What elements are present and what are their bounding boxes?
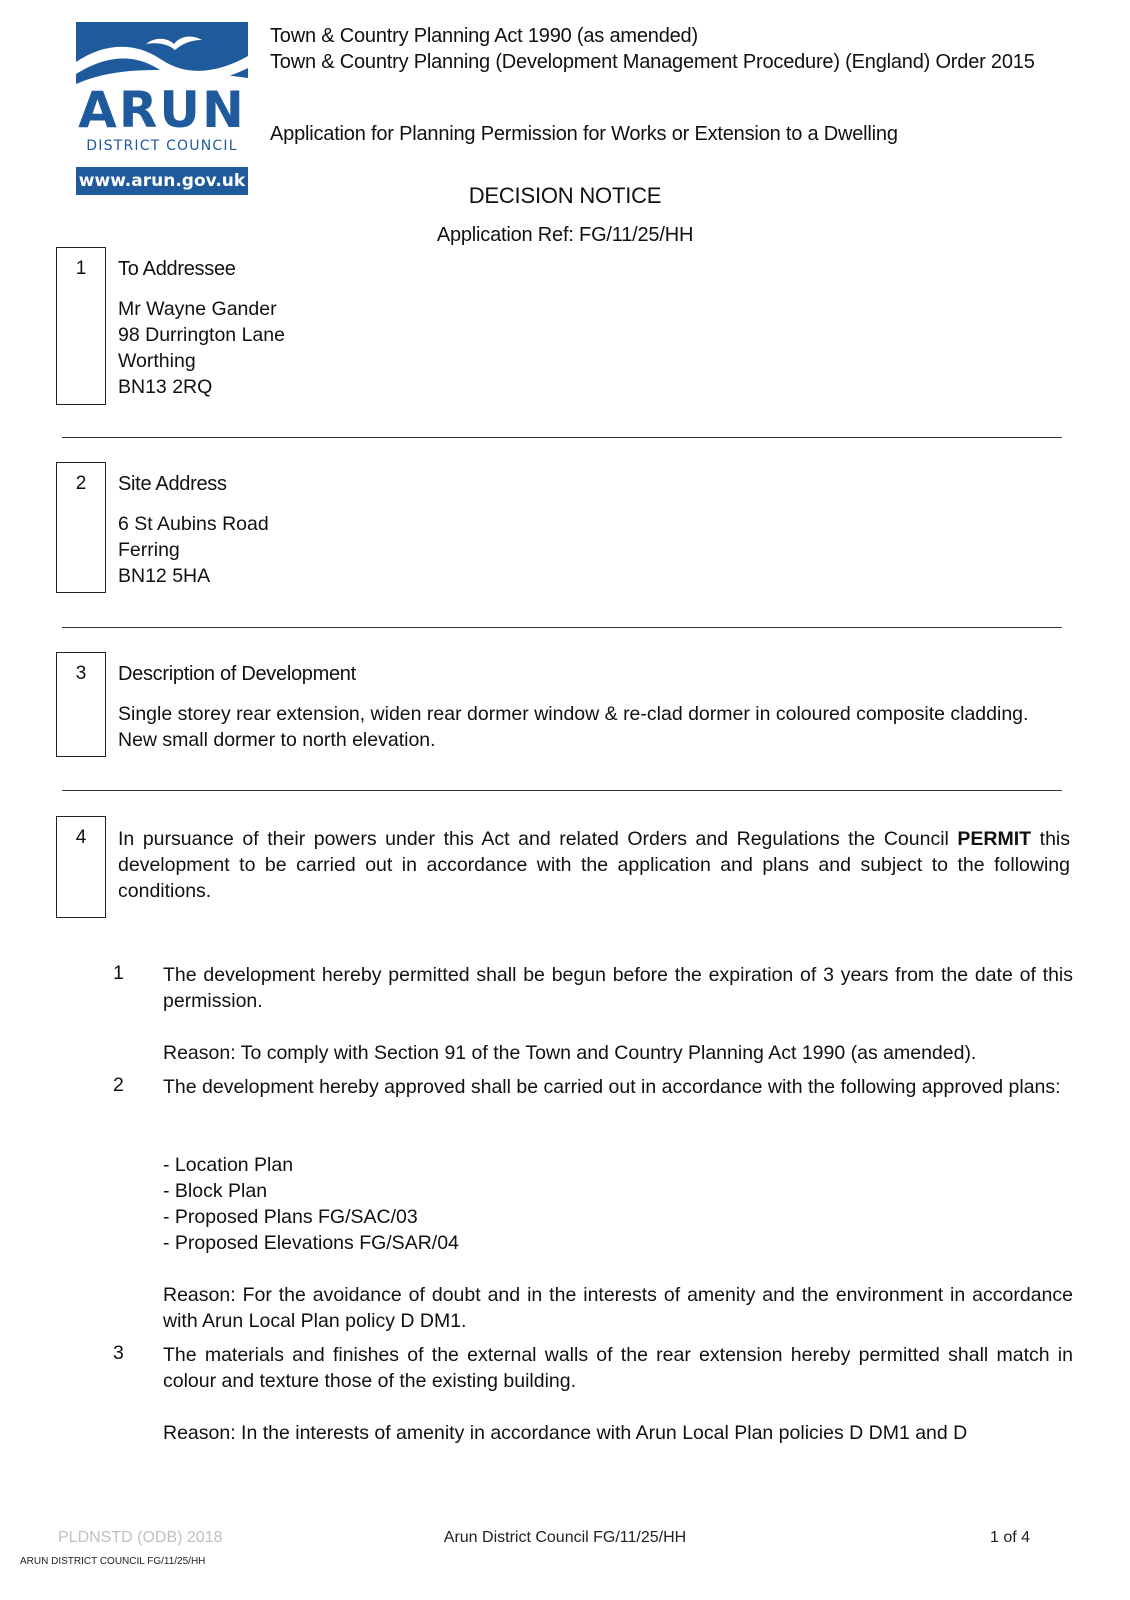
divider [62,627,1062,628]
address-line: 6 St Aubins Road [118,513,269,535]
address-line: Mr Wayne Gander [118,298,277,320]
notice-title: DECISION NOTICE [468,183,662,208]
address-line: Ferring [118,539,180,561]
address-line: BN12 5HA [118,565,211,587]
condition-number: 1 [113,962,124,984]
decision-text-start: In pursuance of their powers under this Act and related Orders and Regulations the Council [118,828,958,850]
plan-item: - Location Plan [163,1154,294,1176]
act-title-line2: Town & Country Planning (Development Management Procedure) (England) Order 2015 [270,51,1035,73]
section-number-box [56,462,106,593]
decision-word: PERMIT [957,828,1032,850]
section-number: 2 [75,473,87,494]
divider [62,790,1062,791]
plan-item: - Proposed Plans FG/SAC/03 [163,1206,418,1228]
logo-url: www.arun.gov.uk [76,167,248,195]
condition-text: The materials and finishes of the external walls of the rear extension hereby permitted shall match in colour and texture those of the existing building. [163,1344,1073,1392]
application-ref: Application Ref: FG/11/25/HH [436,224,694,246]
condition-text: The development hereby permitted shall be begun before the expiration of 3 years from the date of this permission. [163,964,1073,1012]
condition-text: The development hereby approved shall be carried out in accordance with the following approved plans: [163,1076,1061,1098]
addressee-block [118,296,285,400]
condition-reason: Reason: In the interests of amenity in accordance with Arun Local Plan policies D DM1 and D [163,1422,968,1444]
address-line: BN13 2RQ [118,376,213,398]
approved-plans-list [163,1152,459,1256]
development-description: Single storey rear extension, widen rear dormer window & re-clad dormer in coloured composite cladding. New small dormer to north elevation. [118,703,1029,751]
address-line: Worthing [118,350,196,372]
council-logo [76,22,248,196]
section-title-site: Site Address [118,473,227,495]
section-number: 3 [75,663,87,684]
logo-wordmark: ARUN [78,81,246,139]
logo-subtitle: DISTRICT COUNCIL [86,138,238,154]
footer-template-code: PLDNSTD (ODB) 2018 [58,1529,223,1546]
decision-text-end: this development to be carried out in accordance with the application and plans and subject to the following conditions. [118,828,1070,902]
footer-page-number: 1 of 4 [990,1529,1031,1546]
section-title-addressee: To Addressee [118,258,236,280]
condition-reason: Reason: To comply with Section 91 of the Town and Country Planning Act 1990 (as amended). [163,1042,977,1064]
plan-item: - Block Plan [163,1180,268,1202]
section-number: 1 [75,258,87,279]
section-number-box [56,652,106,757]
condition-reason: Reason: For the avoidance of doubt and in the interests of amenity and the environment in accordance with Arun Local Plan policy D DM1. [163,1284,1073,1332]
section-number-box [56,247,106,405]
section-number-box [56,816,106,918]
footer-council-ref: Arun District Council FG/11/25/HH [443,1529,687,1546]
decision-statement [118,826,1070,904]
site-address-block [118,511,269,589]
wave-bird-emblem [76,22,248,84]
section-title-description: Description of Development [118,663,356,685]
footer-small-print: ARUN DISTRICT COUNCIL FG/11/25/HH [20,1556,206,1567]
section-number: 4 [75,827,87,848]
divider [62,437,1062,438]
address-line: 98 Durrington Lane [118,324,285,346]
condition-number: 3 [113,1342,124,1364]
act-title-line1: Town & Country Planning Act 1990 (as amended) [270,25,698,47]
condition-number: 2 [113,1074,124,1096]
plan-item: - Proposed Elevations FG/SAR/04 [163,1232,459,1254]
application-type: Application for Planning Permission for Works or Extension to a Dwelling [270,123,898,145]
